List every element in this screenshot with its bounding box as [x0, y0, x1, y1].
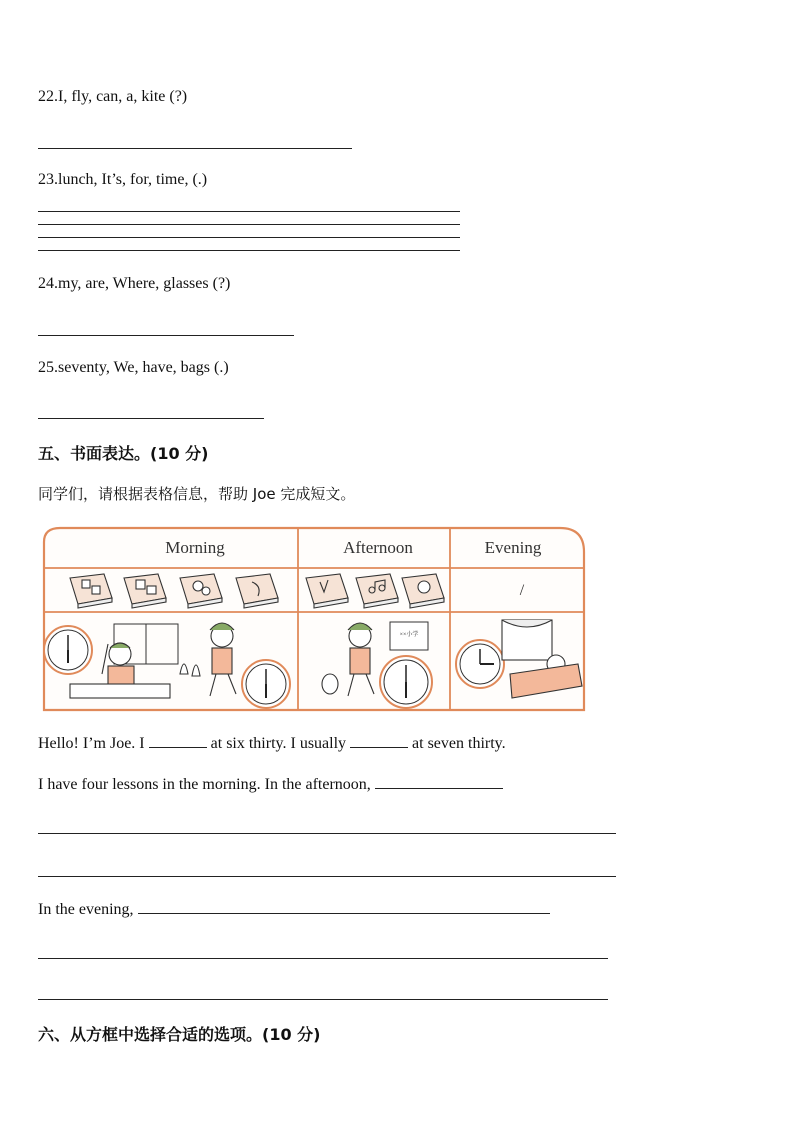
answer-line-23a[interactable]	[38, 211, 460, 212]
writing-line-4[interactable]	[38, 999, 608, 1000]
answer-line-25[interactable]	[38, 418, 264, 419]
passage-line-1	[38, 733, 506, 753]
writing-line-2[interactable]	[38, 876, 616, 877]
passage-line-3-text: In the evening,	[38, 901, 134, 918]
clock-icon	[44, 626, 92, 674]
section-6-title: 六、从方框中选择合适的选项。(10 分)	[38, 1025, 321, 1044]
header-morning: Morning	[165, 538, 225, 557]
passage-line-1c: at seven thirty.	[412, 735, 506, 752]
answer-line-24[interactable]	[38, 335, 294, 336]
clock-icon	[242, 660, 290, 708]
answer-line-22[interactable]	[38, 148, 352, 149]
school-sign: ××小学	[399, 632, 419, 638]
evening-slash: /	[519, 582, 525, 599]
answer-line-23b[interactable]	[38, 224, 460, 225]
blank-3[interactable]	[375, 774, 503, 789]
question-24: 24.my, are, Where, glasses (?)	[38, 275, 231, 292]
passage-line-2	[38, 774, 503, 794]
passage-line-1b: at six thirty. I usually	[210, 735, 347, 752]
question-22: 22.I, fly, can, a, kite (?)	[38, 88, 188, 105]
answer-line-23d[interactable]	[38, 250, 460, 251]
question-23: 23.lunch, It’s, for, time, (.)	[38, 171, 208, 188]
clock-icon	[380, 656, 432, 708]
passage-line-3	[38, 899, 550, 919]
answer-line-23c[interactable]	[38, 237, 460, 238]
school-building-icon	[390, 622, 428, 650]
header-evening: Evening	[484, 538, 542, 557]
passage-line-1a: Hello! I’m Joe. I	[38, 735, 145, 752]
question-25: 25.seventy, We, have, bags (.)	[38, 359, 229, 376]
section-5-instruction: 同学们，请根据表格信息，帮助 Joe 完成短文。	[38, 485, 356, 503]
writing-line-1[interactable]	[38, 833, 616, 834]
clock-icon	[456, 640, 504, 688]
header-afternoon: Afternoon	[343, 538, 413, 557]
passage-line-2-text: I have four lessons in the morning. In the afternoon,	[38, 776, 371, 793]
schedule-table	[40, 524, 586, 714]
blank-4[interactable]	[138, 899, 550, 914]
blank-1[interactable]	[149, 733, 207, 748]
section-5-title: 五、书面表达。(10 分)	[38, 444, 209, 463]
writing-line-3[interactable]	[38, 958, 608, 959]
blank-2[interactable]	[350, 733, 408, 748]
